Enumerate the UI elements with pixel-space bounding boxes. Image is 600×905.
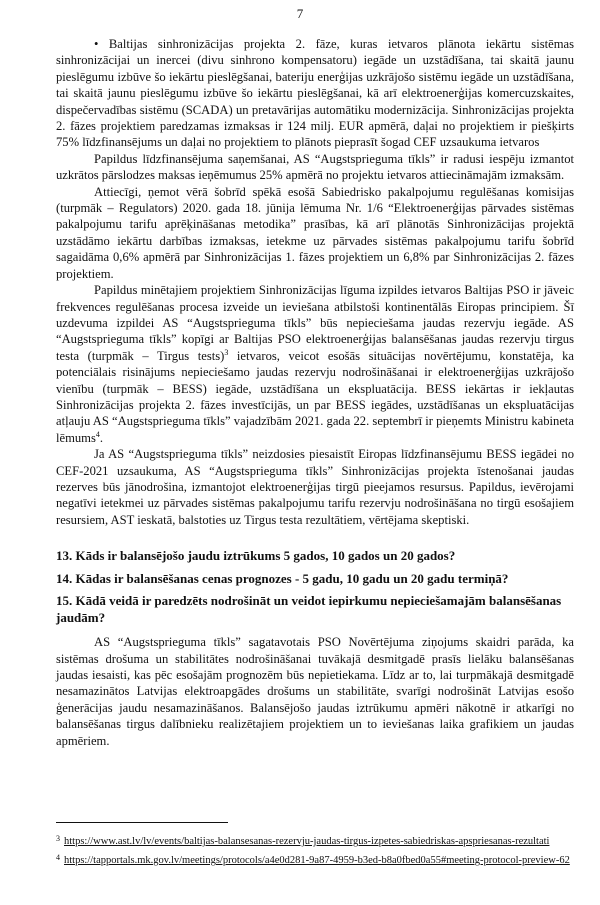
paragraph-bess-funding: Ja AS “Augstsprieguma tīkls” neizdosies piesaistīt Eiropas līdzfinansējumu BESS iegādei no CEF-2021 uzsaukuma, AS “Augstsprieguma tīkls” Sinhronizācijas projekta īstenošanai jaudas rezerves būs jānodrošina, izmantojot elektroenerģijas tirgū pieejamos resursus. Papildus, ievērojami negatīvi ietekmei uz pārvades sistēmas pakalpojumu tarifu rezervju nodrošināšana no tirgū esošajiem resursiem, AST ieskatā, balstoties uz Tirgus testa rezultātiem, vērtējama skeptiski. — [56, 447, 574, 527]
footnote-number: 4 — [56, 853, 60, 863]
footnote-link[interactable]: https://tapportals.mk.gov.lv/meetings/protocols/a4e0d281-9a87-4959-b3ed-b8a0fbed0a55#meeting-protocol-preview-62 — [64, 855, 570, 867]
paragraph-sync-phase-2: • Baltijas sinhronizācijas projekta 2. fāze, kuras ietvaros plānota iekārtu sistēmas sinhronizācijai un inercei (divu sinhrono kompensatoru) iegāde un uzstādīšana, tai skaitā jaunu pieslēgumu izbūve šo iekārtu pieslēgšanai, bateriju enerģijas uzkrājošo sistēmu iegāde un uzstādīšana, tai skaitā jaunu pieslēgumu izbūve šo iekārtu pieslēgšanai, kā arī elektroenerģijas komercuzskaites, dispečervadības sistēmu (SCADA) un pretavārijas automātiku modernizācija. Sinhronizācijas projekta 2. fāzes projektiem paredzamas izmaksas ir 124 milj. EUR apmērā, daļai no projektiem ir piešķirts 75% līdzfinansējums un daļai no projektiem to plānots pieprasīt šogad CEF uzsaukuma ietvaros — [56, 37, 574, 150]
paragraph-reserves-end: . — [99, 430, 104, 445]
footnote-link[interactable]: https://www.ast.lv/lv/events/baltijas-balansesanas-rezervju-jaudas-tirgus-izpetes-sabiedriskas-apspriesanas-rezultati — [64, 836, 550, 847]
footnote-3 — [56, 832, 574, 848]
answer-paragraph: AS “Augstsprieguma tīkls” sagatavotais PSO Novērtējuma ziņojums skaidri parāda, ka sistēmas drošuma un stabilitātes nodrošināšanai tuvākajā desmitgadē prasīs lielāku balansēšanas jaudas iesaisti, kas pēc esošajām prognozēm būs nepietiekama. Līdz ar to, lai turpmākajā desmitgadē nesamazinātos Latvijas elektroapgādes drošums un stabilitāte, svarīgi nodrošināt Latvijas esošo ģenerācijas jaudu nesamazināšanos. Balansējošo jaudas iztrūkumu apmēri nākotnē ir atkarīgi no balansēšanas tirgus dalībnieku realizētajiem projektiem un to ieviešanas laika grafikiem un jaudas apmēriem. — [56, 635, 574, 748]
footnote-ref-4[interactable]: 4 — [95, 429, 100, 439]
paragraph-tariff-impact: Attiecīgi, ņemot vērā šobrīd spēkā esošā Sabiedrisko pakalpojumu regulēšanas komisijas (turpmāk – Regulators) 2020. gada 18. jūnija lēmuma Nr. 1/6 “Elektroenerģijas pārvades sistēmas pakalpojumu tarifu aprēķināšanas metodika” prasības, kā arī plānotās Sinhronizācijas projektā uzstādāmo iekārtu darbības izmaksas, ietekme uz pārvades sistēmas pakalpojumu tarifu šobrīd sagaidāma 0,6% apmērā par Sinhronizācijas 1. fāzes projektiem un 6,8% par Sinhronizācijas 2. fāzes projektiem. — [56, 184, 574, 281]
question-15: 15. Kādā veidā ir paredzēts nodrošināt un veidot iepirkumu nepieciešamajām balansēšanas jaudām? — [56, 593, 562, 625]
paragraph-reserves-part2: ietvaros, veicot esošās situācijas novērtējumu, konstatēja, ka potenciālais risinājums nepieciešamo jaudas rezervju nodrošināšanai ir elektroenerģijas uzkrājošo vienību (turpmāk – BESS) iegāde, uzstādīšana un ekspluatācija. BESS iekārtas ir iekļautas Sinhronizācijas projekta 2. fāzes investīcijās, un par BESS iegādes, uzstādīšanas un ekspluatācijas atļauju AS “Augstsprieguma tīkls” vajadzībām 2021. gada 22. septembrī ir pieņemts Ministru kabineta lēmums — [56, 348, 575, 445]
footnote-number: 3 — [56, 834, 60, 843]
footnote-ref-3[interactable]: 3 — [224, 347, 229, 357]
question-14: 14. Kādas ir balansēšanas cenas prognozes - 5 gadu, 10 gadu un 20 gadu termiņā? — [56, 570, 509, 586]
paragraph-cofinancing: Papildus līdzfinansējuma saņemšanai, AS “Augstsprieguma tīkls” ir radusi iespēju izmantot uzkrātos pārslodzes maksas ieņēmumus 25% apmērā no projektu ietvaros attiecināmajām izmaksām. — [56, 151, 574, 183]
footnotes — [56, 832, 574, 867]
footnote-separator — [56, 822, 228, 823]
document-body — [56, 36, 574, 749]
paragraph-reserves-part1: Papildus minētajiem projektiem Sinhronizācijas līguma izpildes ietvaros Baltijas PSO ir jāveic frekvences regulēšanas procesa izveide un ieviešana atbilstoši kontinentālās Eiropas principiem. Šī uzdevuma izpildei AS “Augstsprieguma tīkls” būs nepieciešama jaudas rezervju iegāde. AS “Augstsprieguma tīkls” kopīgi ar Baltijas PSO elektroenerģijas balansēšanas jaudas rezervju tirgus testa (turpmāk – Tirgus tests) — [56, 283, 574, 363]
question-13: 13. Kāds ir balansējošo jaudu iztrūkums 5 gados, 10 gados un 20 gados? — [56, 548, 456, 564]
footnote-4 — [56, 851, 574, 867]
paragraph-reserves — [56, 282, 574, 446]
page-number: 7 — [296, 6, 304, 21]
